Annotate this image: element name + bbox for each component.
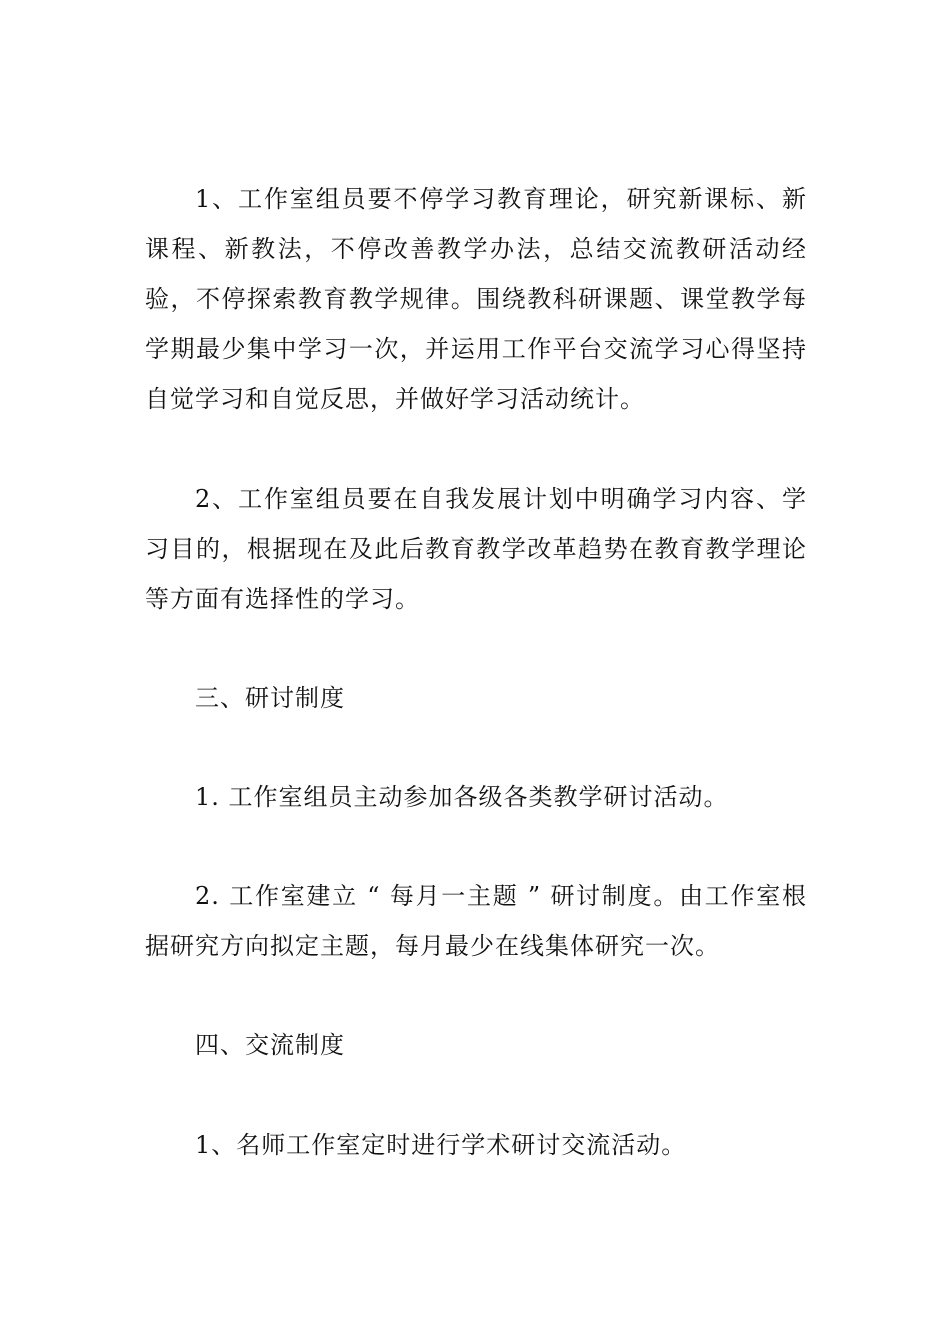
paragraph-monthly-theme: 2. 工作室建立 “ 每月一主题 ” 研讨制度。由工作室根据研究方向拟定主题，每月最少在线集体研究一次。 bbox=[145, 882, 807, 960]
paragraph-seminar-participation: 1. 工作室组员主动参加各级各类教学研讨活动。 bbox=[195, 783, 729, 811]
section-heading-seminar-system: 三、研讨制度 bbox=[195, 684, 345, 712]
paragraph-study-plan: 2、工作室组员要在自我发展计划中明确学习内容、学习目的，根据现在及此后教育教学改革趋势在教育教学理论等方面有选择性的学习。 bbox=[145, 485, 807, 613]
section-heading-exchange-system: 四、交流制度 bbox=[195, 1031, 345, 1059]
paragraph-study-theory: 1、工作室组员要不停学习教育理论，研究新课标、新课程、新教法，不停改善教学办法，总结交流教研活动经验，不停探索教育教学规律。围绕教科研课题、课堂教学每学期最少集中学习一次，并运用工作平台交流学习心得坚持自觉学习和自觉反思，并做好学习活动统计。 bbox=[145, 185, 807, 413]
paragraph-academic-exchange: 1、名师工作室定时进行学术研讨交流活动。 bbox=[195, 1131, 687, 1159]
